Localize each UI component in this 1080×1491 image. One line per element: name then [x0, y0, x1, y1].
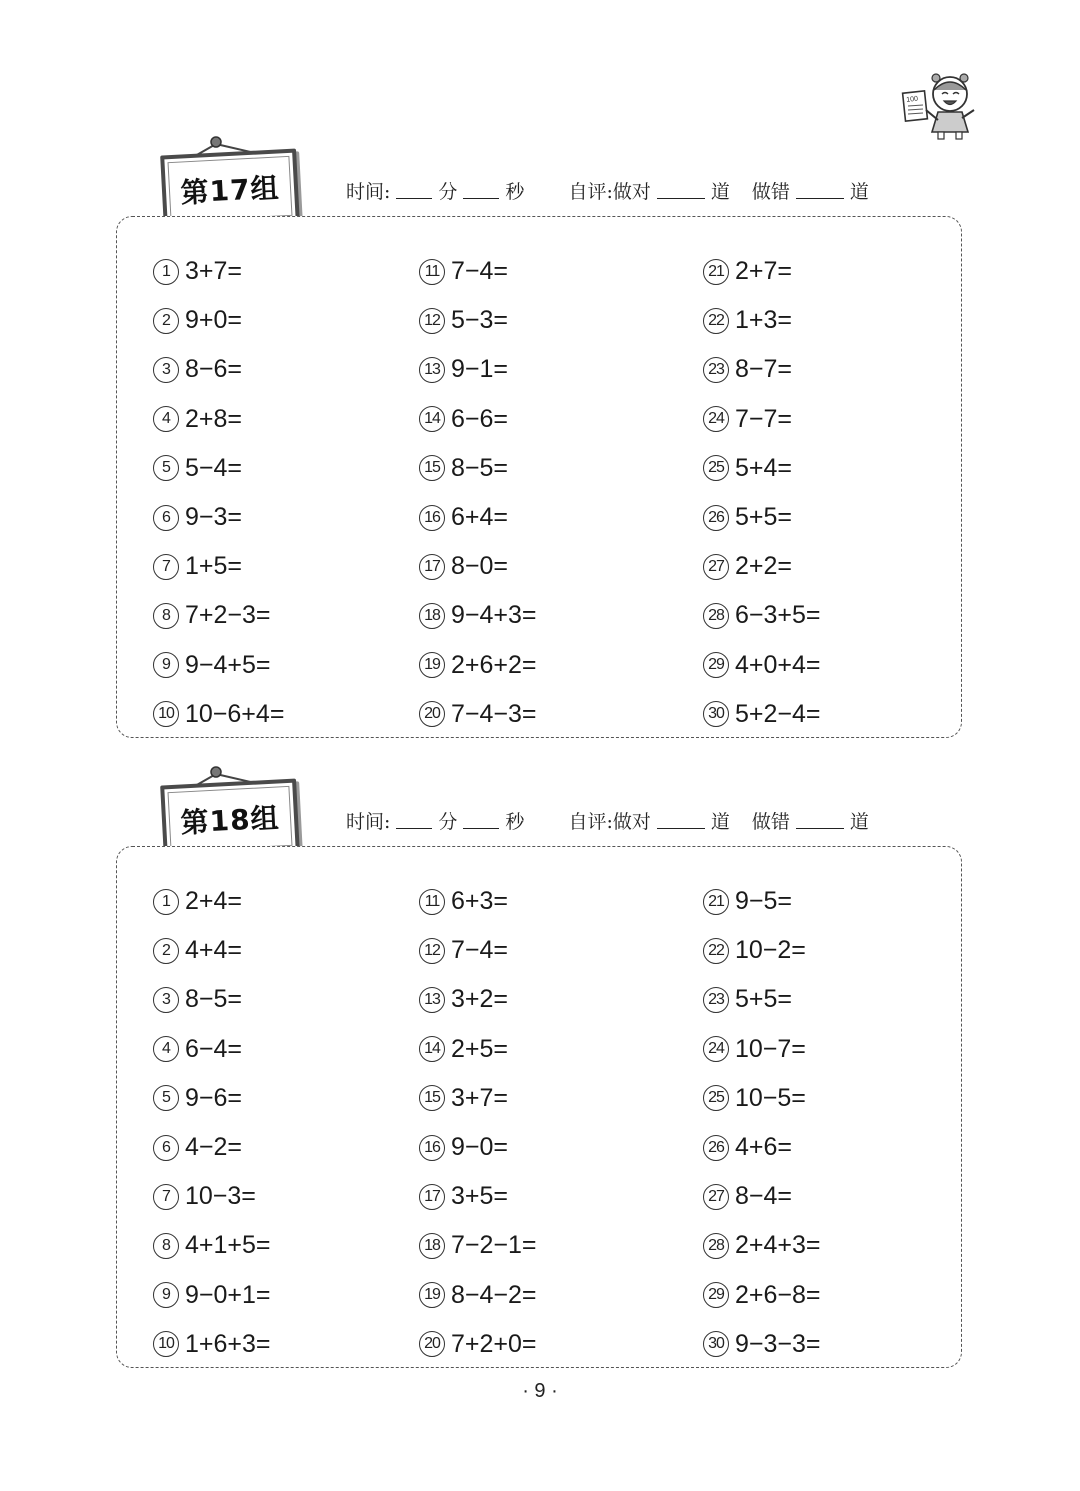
problem-item [703, 345, 963, 394]
timing-and-self-evaluation [346, 174, 966, 204]
problem-item [703, 1320, 963, 1369]
problem-item [153, 296, 413, 345]
problem-expression: 2+6−8= [735, 1280, 821, 1309]
correct-count-blank[interactable] [657, 196, 705, 199]
problem-expression: 2+4= [185, 887, 243, 916]
problem-item [153, 1172, 413, 1221]
minutes-blank[interactable] [396, 196, 432, 199]
problem-item [153, 1123, 413, 1172]
problem-number-badge: 8 [153, 1233, 179, 1259]
problem-column [703, 247, 963, 739]
problem-expression: 4+1+5= [185, 1231, 271, 1260]
time-label: 时间: [346, 811, 391, 833]
problem-item [153, 1074, 413, 1123]
problem-item [419, 641, 679, 690]
problem-item [153, 345, 413, 394]
problem-number-badge: 24 [703, 406, 729, 432]
wrong-count-blank[interactable] [796, 826, 844, 829]
problem-number-badge: 18 [419, 1233, 445, 1259]
group-title-sign [152, 130, 302, 230]
problem-item [153, 542, 413, 591]
timing-and-self-evaluation [346, 804, 966, 834]
problem-number-badge: 6 [153, 1135, 179, 1161]
wrong-label: 做错 [751, 811, 790, 833]
problem-item [153, 975, 413, 1024]
problem-expression: 9+0= [185, 306, 243, 335]
problem-expression: 4+0+4= [735, 650, 821, 679]
problem-expression: 9−1= [451, 355, 509, 384]
problem-expression: 8−7= [735, 355, 793, 384]
problem-item [419, 975, 679, 1024]
second-label: 秒 [505, 811, 525, 833]
problem-expression: 5+5= [735, 985, 793, 1014]
problem-expression: 10−3= [185, 1182, 256, 1211]
problem-number-badge: 21 [703, 259, 729, 285]
problem-item [703, 690, 963, 739]
problem-number-badge: 25 [703, 1085, 729, 1111]
problems-panel [116, 216, 962, 738]
problem-item [153, 690, 413, 739]
page-number: · 9 · [522, 1380, 558, 1402]
problem-number-badge: 19 [419, 1282, 445, 1308]
problem-item [153, 877, 413, 926]
problem-number-badge: 21 [703, 889, 729, 915]
problem-expression: 7+2−3= [185, 601, 271, 630]
problem-item [703, 395, 963, 444]
problem-item [153, 591, 413, 640]
problem-item [703, 877, 963, 926]
problem-expression: 7−7= [735, 404, 793, 433]
problem-item [419, 296, 679, 345]
problem-item [153, 395, 413, 444]
problem-item [419, 1271, 679, 1320]
problem-expression: 5−3= [451, 306, 509, 335]
time-label: 时间: [346, 181, 391, 203]
problem-expression: 10−5= [735, 1083, 806, 1112]
problem-expression: 9−5= [735, 887, 793, 916]
problem-number-badge: 2 [153, 938, 179, 964]
problem-number-badge: 3 [153, 987, 179, 1013]
problem-item [703, 444, 963, 493]
problem-item [419, 1320, 679, 1369]
problem-expression: 7−4−3= [451, 699, 537, 728]
problem-expression: 10−7= [735, 1034, 806, 1063]
problem-expression: 6+3= [451, 887, 509, 916]
problem-expression: 5−4= [185, 453, 243, 482]
problem-number-badge: 10 [153, 701, 179, 727]
problem-expression: 9−4+3= [451, 601, 537, 630]
problem-number-badge: 3 [153, 357, 179, 383]
problem-expression: 9−3= [185, 503, 243, 532]
problem-item [703, 493, 963, 542]
problem-item [703, 591, 963, 640]
problem-expression: 2+8= [185, 404, 243, 433]
problem-number-badge: 5 [153, 1085, 179, 1111]
problem-number-badge: 25 [703, 455, 729, 481]
problem-number-badge: 15 [419, 455, 445, 481]
problem-item [703, 1271, 963, 1320]
problem-expression: 3+2= [451, 985, 509, 1014]
problem-number-badge: 7 [153, 1184, 179, 1210]
problem-number-badge: 20 [419, 1331, 445, 1357]
problem-expression: 8−6= [185, 355, 243, 384]
problem-number-badge: 26 [703, 1135, 729, 1161]
seconds-blank[interactable] [463, 196, 499, 199]
problem-item [703, 542, 963, 591]
problem-item [419, 542, 679, 591]
problem-column [153, 247, 413, 739]
problem-expression: 6−6= [451, 404, 509, 433]
problem-item [703, 641, 963, 690]
problem-expression: 2+5= [451, 1034, 509, 1063]
problem-expression: 4−2= [185, 1133, 243, 1162]
problem-item [419, 1074, 679, 1123]
problem-expression: 3+7= [451, 1083, 509, 1112]
problem-item [703, 926, 963, 975]
problem-number-badge: 4 [153, 406, 179, 432]
problem-number-badge: 4 [153, 1036, 179, 1062]
problem-number-badge: 17 [419, 554, 445, 580]
problem-item [153, 1320, 413, 1369]
problem-column [419, 247, 679, 739]
problem-item [419, 690, 679, 739]
correct-unit: 道 [710, 811, 730, 833]
problem-number-badge: 23 [703, 357, 729, 383]
problem-item [153, 1221, 413, 1270]
problem-expression: 8−4= [735, 1182, 793, 1211]
group-title: 第17组 [179, 171, 281, 210]
problem-expression: 5+2−4= [735, 699, 821, 728]
problem-number-badge: 14 [419, 406, 445, 432]
problem-expression: 6−3+5= [735, 601, 821, 630]
problem-number-badge: 27 [703, 554, 729, 580]
problem-expression: 2+4+3= [735, 1231, 821, 1260]
problem-expression: 10−2= [735, 936, 806, 965]
problem-number-badge: 13 [419, 357, 445, 383]
problem-expression: 8−5= [451, 453, 509, 482]
problem-column [153, 877, 413, 1369]
problem-number-badge: 9 [153, 1282, 179, 1308]
problem-number-badge: 7 [153, 554, 179, 580]
problem-expression: 1+3= [735, 306, 793, 335]
problem-number-badge: 15 [419, 1085, 445, 1111]
problem-item [153, 926, 413, 975]
minute-label: 分 [438, 811, 458, 833]
second-label: 秒 [505, 181, 525, 203]
problem-expression: 7+2+0= [451, 1329, 537, 1358]
problem-number-badge: 14 [419, 1036, 445, 1062]
problem-item [419, 444, 679, 493]
problem-item [153, 1025, 413, 1074]
wrong-label: 做错 [751, 181, 790, 203]
problem-expression: 2+7= [735, 257, 793, 286]
group-title-sign [152, 760, 302, 860]
problem-number-badge: 29 [703, 1282, 729, 1308]
problem-item [419, 395, 679, 444]
problem-number-badge: 28 [703, 603, 729, 629]
problem-expression: 9−6= [185, 1083, 243, 1112]
correct-unit: 道 [710, 181, 730, 203]
problem-expression: 6−4= [185, 1034, 243, 1063]
problem-expression: 4+4= [185, 936, 243, 965]
problem-item [419, 247, 679, 296]
minute-label: 分 [438, 181, 458, 203]
problem-item [153, 247, 413, 296]
problem-item [419, 591, 679, 640]
problem-expression: 3+7= [185, 257, 243, 286]
problem-expression: 9−3−3= [735, 1329, 821, 1358]
girl-holding-test-paper-illustration [898, 70, 982, 142]
problems-panel [116, 846, 962, 1368]
problem-item [419, 877, 679, 926]
correct-count-blank[interactable] [657, 826, 705, 829]
problem-item [419, 1172, 679, 1221]
problem-number-badge: 22 [703, 308, 729, 334]
problem-number-badge: 22 [703, 938, 729, 964]
problem-number-badge: 11 [419, 889, 445, 915]
problem-number-badge: 10 [153, 1331, 179, 1357]
problem-item [153, 444, 413, 493]
minutes-blank[interactable] [396, 826, 432, 829]
seconds-blank[interactable] [463, 826, 499, 829]
wrong-count-blank[interactable] [796, 196, 844, 199]
problem-number-badge: 5 [153, 455, 179, 481]
problem-number-badge: 2 [153, 308, 179, 334]
problem-expression: 1+6+3= [185, 1329, 271, 1358]
problem-item [703, 1074, 963, 1123]
problem-item [419, 1123, 679, 1172]
problem-item [703, 1123, 963, 1172]
problem-expression: 8−4−2= [451, 1280, 537, 1309]
problem-item [419, 493, 679, 542]
problem-expression: 7−4= [451, 936, 509, 965]
problem-item [419, 345, 679, 394]
problem-expression: 1+5= [185, 552, 243, 581]
problem-number-badge: 23 [703, 987, 729, 1013]
problem-item [419, 1025, 679, 1074]
problem-expression: 4+6= [735, 1133, 793, 1162]
self-eval-correct-label: 自评:做对 [568, 181, 651, 203]
problem-expression: 9−0= [451, 1133, 509, 1162]
problem-expression: 8−5= [185, 985, 243, 1014]
self-eval-correct-label: 自评:做对 [568, 811, 651, 833]
problem-expression: 10−6+4= [185, 699, 285, 728]
problem-expression: 2+6+2= [451, 650, 537, 679]
problem-number-badge: 1 [153, 889, 179, 915]
problem-column [419, 877, 679, 1369]
problem-expression: 6+4= [451, 503, 509, 532]
problem-number-badge: 19 [419, 652, 445, 678]
problem-expression: 5+4= [735, 453, 793, 482]
problem-number-badge: 29 [703, 652, 729, 678]
problem-expression: 9−0+1= [185, 1280, 271, 1309]
problem-expression: 7−2−1= [451, 1231, 537, 1260]
problem-number-badge: 16 [419, 505, 445, 531]
problem-number-badge: 27 [703, 1184, 729, 1210]
problem-number-badge: 12 [419, 308, 445, 334]
group-title: 第18组 [179, 801, 281, 840]
problem-number-badge: 26 [703, 505, 729, 531]
problem-number-badge: 6 [153, 505, 179, 531]
problem-number-badge: 9 [153, 652, 179, 678]
problem-expression: 2+2= [735, 552, 793, 581]
problem-item [153, 641, 413, 690]
problem-number-badge: 17 [419, 1184, 445, 1210]
problem-item [153, 493, 413, 542]
problem-expression: 9−4+5= [185, 650, 271, 679]
problem-item [703, 247, 963, 296]
problem-expression: 3+5= [451, 1182, 509, 1211]
problem-number-badge: 13 [419, 987, 445, 1013]
problem-item [419, 926, 679, 975]
problem-expression: 5+5= [735, 503, 793, 532]
problem-item [703, 1221, 963, 1270]
problem-item [703, 296, 963, 345]
problem-number-badge: 30 [703, 1331, 729, 1357]
problem-number-badge: 30 [703, 701, 729, 727]
wrong-unit: 道 [849, 181, 869, 203]
wrong-unit: 道 [849, 811, 869, 833]
problem-number-badge: 28 [703, 1233, 729, 1259]
problem-number-badge: 1 [153, 259, 179, 285]
problem-number-badge: 16 [419, 1135, 445, 1161]
problem-item [703, 1025, 963, 1074]
problem-number-badge: 12 [419, 938, 445, 964]
problem-expression: 8−0= [451, 552, 509, 581]
problem-number-badge: 24 [703, 1036, 729, 1062]
problem-number-badge: 11 [419, 259, 445, 285]
problem-item [419, 1221, 679, 1270]
problem-item [703, 975, 963, 1024]
problem-expression: 7−4= [451, 257, 509, 286]
problem-item [703, 1172, 963, 1221]
problem-number-badge: 20 [419, 701, 445, 727]
problem-item [153, 1271, 413, 1320]
problem-number-badge: 18 [419, 603, 445, 629]
problem-number-badge: 8 [153, 603, 179, 629]
problem-column [703, 877, 963, 1369]
test-paper-score: 100 [905, 95, 919, 104]
